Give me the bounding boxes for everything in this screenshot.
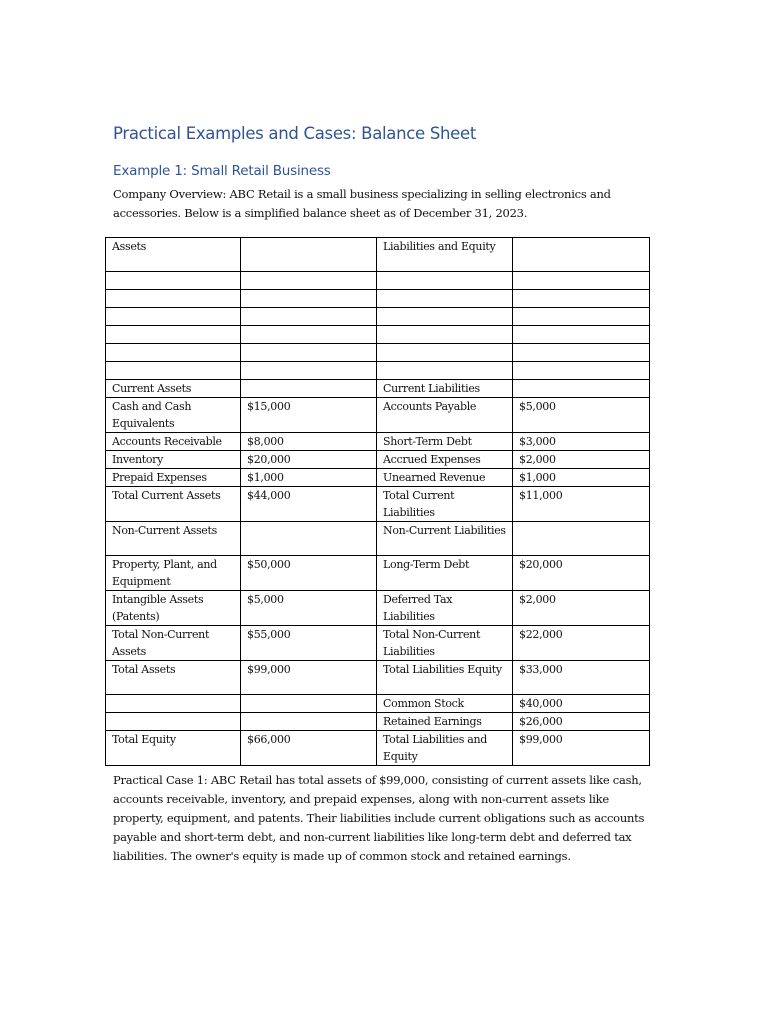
table-cell <box>241 290 377 308</box>
table-cell: Unearned Revenue <box>377 469 513 487</box>
table-cell: $66,000 <box>241 731 377 766</box>
company-overview: Company Overview: ABC Retail is a small business specializing in selling electronics and accessories. Below is a simplified balance sheet as of December 31, 2023. <box>113 187 611 220</box>
table-row <box>106 308 650 326</box>
table-cell: $5,000 <box>241 591 377 626</box>
table-cell: Accrued Expenses <box>377 451 513 469</box>
table-cell <box>241 380 377 398</box>
table-cell: $11,000 <box>513 487 650 522</box>
table-cell: Total Non-Current Assets <box>106 626 241 661</box>
table-row <box>106 451 650 469</box>
table-cell: $2,000 <box>513 591 650 626</box>
table-cell <box>513 290 650 308</box>
table-cell <box>377 326 513 344</box>
table-cell <box>241 344 377 362</box>
table-cell: Total Liabilities and Equity <box>377 731 513 766</box>
table-row <box>106 591 650 626</box>
table-cell <box>106 290 241 308</box>
table-row <box>106 661 650 695</box>
table-cell: $99,000 <box>513 731 650 766</box>
table-cell: $3,000 <box>513 433 650 451</box>
table-cell <box>377 272 513 290</box>
table-cell: Current Assets <box>106 380 241 398</box>
table-cell: $20,000 <box>241 451 377 469</box>
balance-sheet-table <box>105 237 650 766</box>
table-cell: $15,000 <box>241 398 377 433</box>
table-cell: Total Current Liabilities <box>377 487 513 522</box>
table-cell: Common Stock <box>377 695 513 713</box>
table-cell <box>106 695 241 713</box>
table-cell: Retained Earnings <box>377 713 513 731</box>
table-cell <box>241 713 377 731</box>
table-cell: Intangible Assets (Patents) <box>106 591 241 626</box>
table-cell <box>241 238 377 272</box>
table-cell <box>106 344 241 362</box>
table-cell <box>106 326 241 344</box>
table-row <box>106 398 650 433</box>
table-row <box>106 344 650 362</box>
table-cell: Non-Current Assets <box>106 522 241 556</box>
table-cell <box>241 695 377 713</box>
table-cell: Liabilities and Equity <box>377 238 513 272</box>
table-cell: $22,000 <box>513 626 650 661</box>
table-cell: Cash and Cash Equivalents <box>106 398 241 433</box>
table-cell <box>377 308 513 326</box>
table-row <box>106 556 650 591</box>
table-cell: Non-Current Liabilities <box>377 522 513 556</box>
table-cell <box>513 238 650 272</box>
table-cell: Accounts Receivable <box>106 433 241 451</box>
table-row <box>106 731 650 766</box>
practical-case-paragraph: Practical Case 1: ABC Retail has total assets of $99,000, consisting of current assets like cash, accounts receivable, inventory, and prepaid expenses, along with non-current assets like property, equipment, and patents. Their liabilities include current obligations such as accounts payable and short-term debt, and non-current liabilities like long-term debt and deferred tax liabilities. The owner's equity is made up of common stock and retained earnings. <box>113 773 645 863</box>
table-cell: Total Non-Current Liabilities <box>377 626 513 661</box>
table-cell <box>513 272 650 290</box>
table-cell: $99,000 <box>241 661 377 695</box>
table-cell: $55,000 <box>241 626 377 661</box>
section-heading: Example 1: Small Retail Business <box>113 163 331 179</box>
table-cell: Total Liabilities Equity <box>377 661 513 695</box>
table-row <box>106 238 650 272</box>
table-cell <box>377 362 513 380</box>
table-cell: Long-Term Debt <box>377 556 513 591</box>
table-cell: Prepaid Expenses <box>106 469 241 487</box>
table-row <box>106 433 650 451</box>
table-cell: Total Equity <box>106 731 241 766</box>
table-cell: $8,000 <box>241 433 377 451</box>
table-cell: Current Liabilities <box>377 380 513 398</box>
table-row <box>106 487 650 522</box>
table-cell: $5,000 <box>513 398 650 433</box>
table-cell: Total Current Assets <box>106 487 241 522</box>
table-cell <box>513 326 650 344</box>
table-cell: $2,000 <box>513 451 650 469</box>
table-cell <box>106 713 241 731</box>
table-cell: Deferred Tax Liabilities <box>377 591 513 626</box>
table-cell <box>106 272 241 290</box>
table-row <box>106 522 650 556</box>
table-cell: Inventory <box>106 451 241 469</box>
table-cell: Accounts Payable <box>377 398 513 433</box>
table-cell: Short-Term Debt <box>377 433 513 451</box>
table-cell: $50,000 <box>241 556 377 591</box>
table-cell <box>241 272 377 290</box>
table-row <box>106 272 650 290</box>
table-cell <box>377 344 513 362</box>
table-cell: $20,000 <box>513 556 650 591</box>
table-cell: $33,000 <box>513 661 650 695</box>
table-cell <box>513 344 650 362</box>
table-cell <box>513 362 650 380</box>
table-row <box>106 713 650 731</box>
page-title: Practical Examples and Cases: Balance Sheet <box>113 124 477 143</box>
table-cell: Assets <box>106 238 241 272</box>
table-cell <box>513 308 650 326</box>
table-row <box>106 362 650 380</box>
table-cell: $26,000 <box>513 713 650 731</box>
table-cell: $44,000 <box>241 487 377 522</box>
table-cell <box>241 362 377 380</box>
table-cell <box>241 522 377 556</box>
table-cell <box>241 308 377 326</box>
table-cell: Property, Plant, and Equipment <box>106 556 241 591</box>
table-cell: Total Assets <box>106 661 241 695</box>
table-row <box>106 326 650 344</box>
table-cell: $40,000 <box>513 695 650 713</box>
table-row <box>106 695 650 713</box>
table-row <box>106 626 650 661</box>
table-cell <box>513 522 650 556</box>
table-cell <box>241 326 377 344</box>
table-cell: $1,000 <box>513 469 650 487</box>
table-cell <box>106 362 241 380</box>
table-cell <box>377 290 513 308</box>
table-cell: $1,000 <box>241 469 377 487</box>
table-row <box>106 380 650 398</box>
table-cell <box>106 308 241 326</box>
table-row <box>106 469 650 487</box>
table-row <box>106 290 650 308</box>
table-cell <box>513 380 650 398</box>
